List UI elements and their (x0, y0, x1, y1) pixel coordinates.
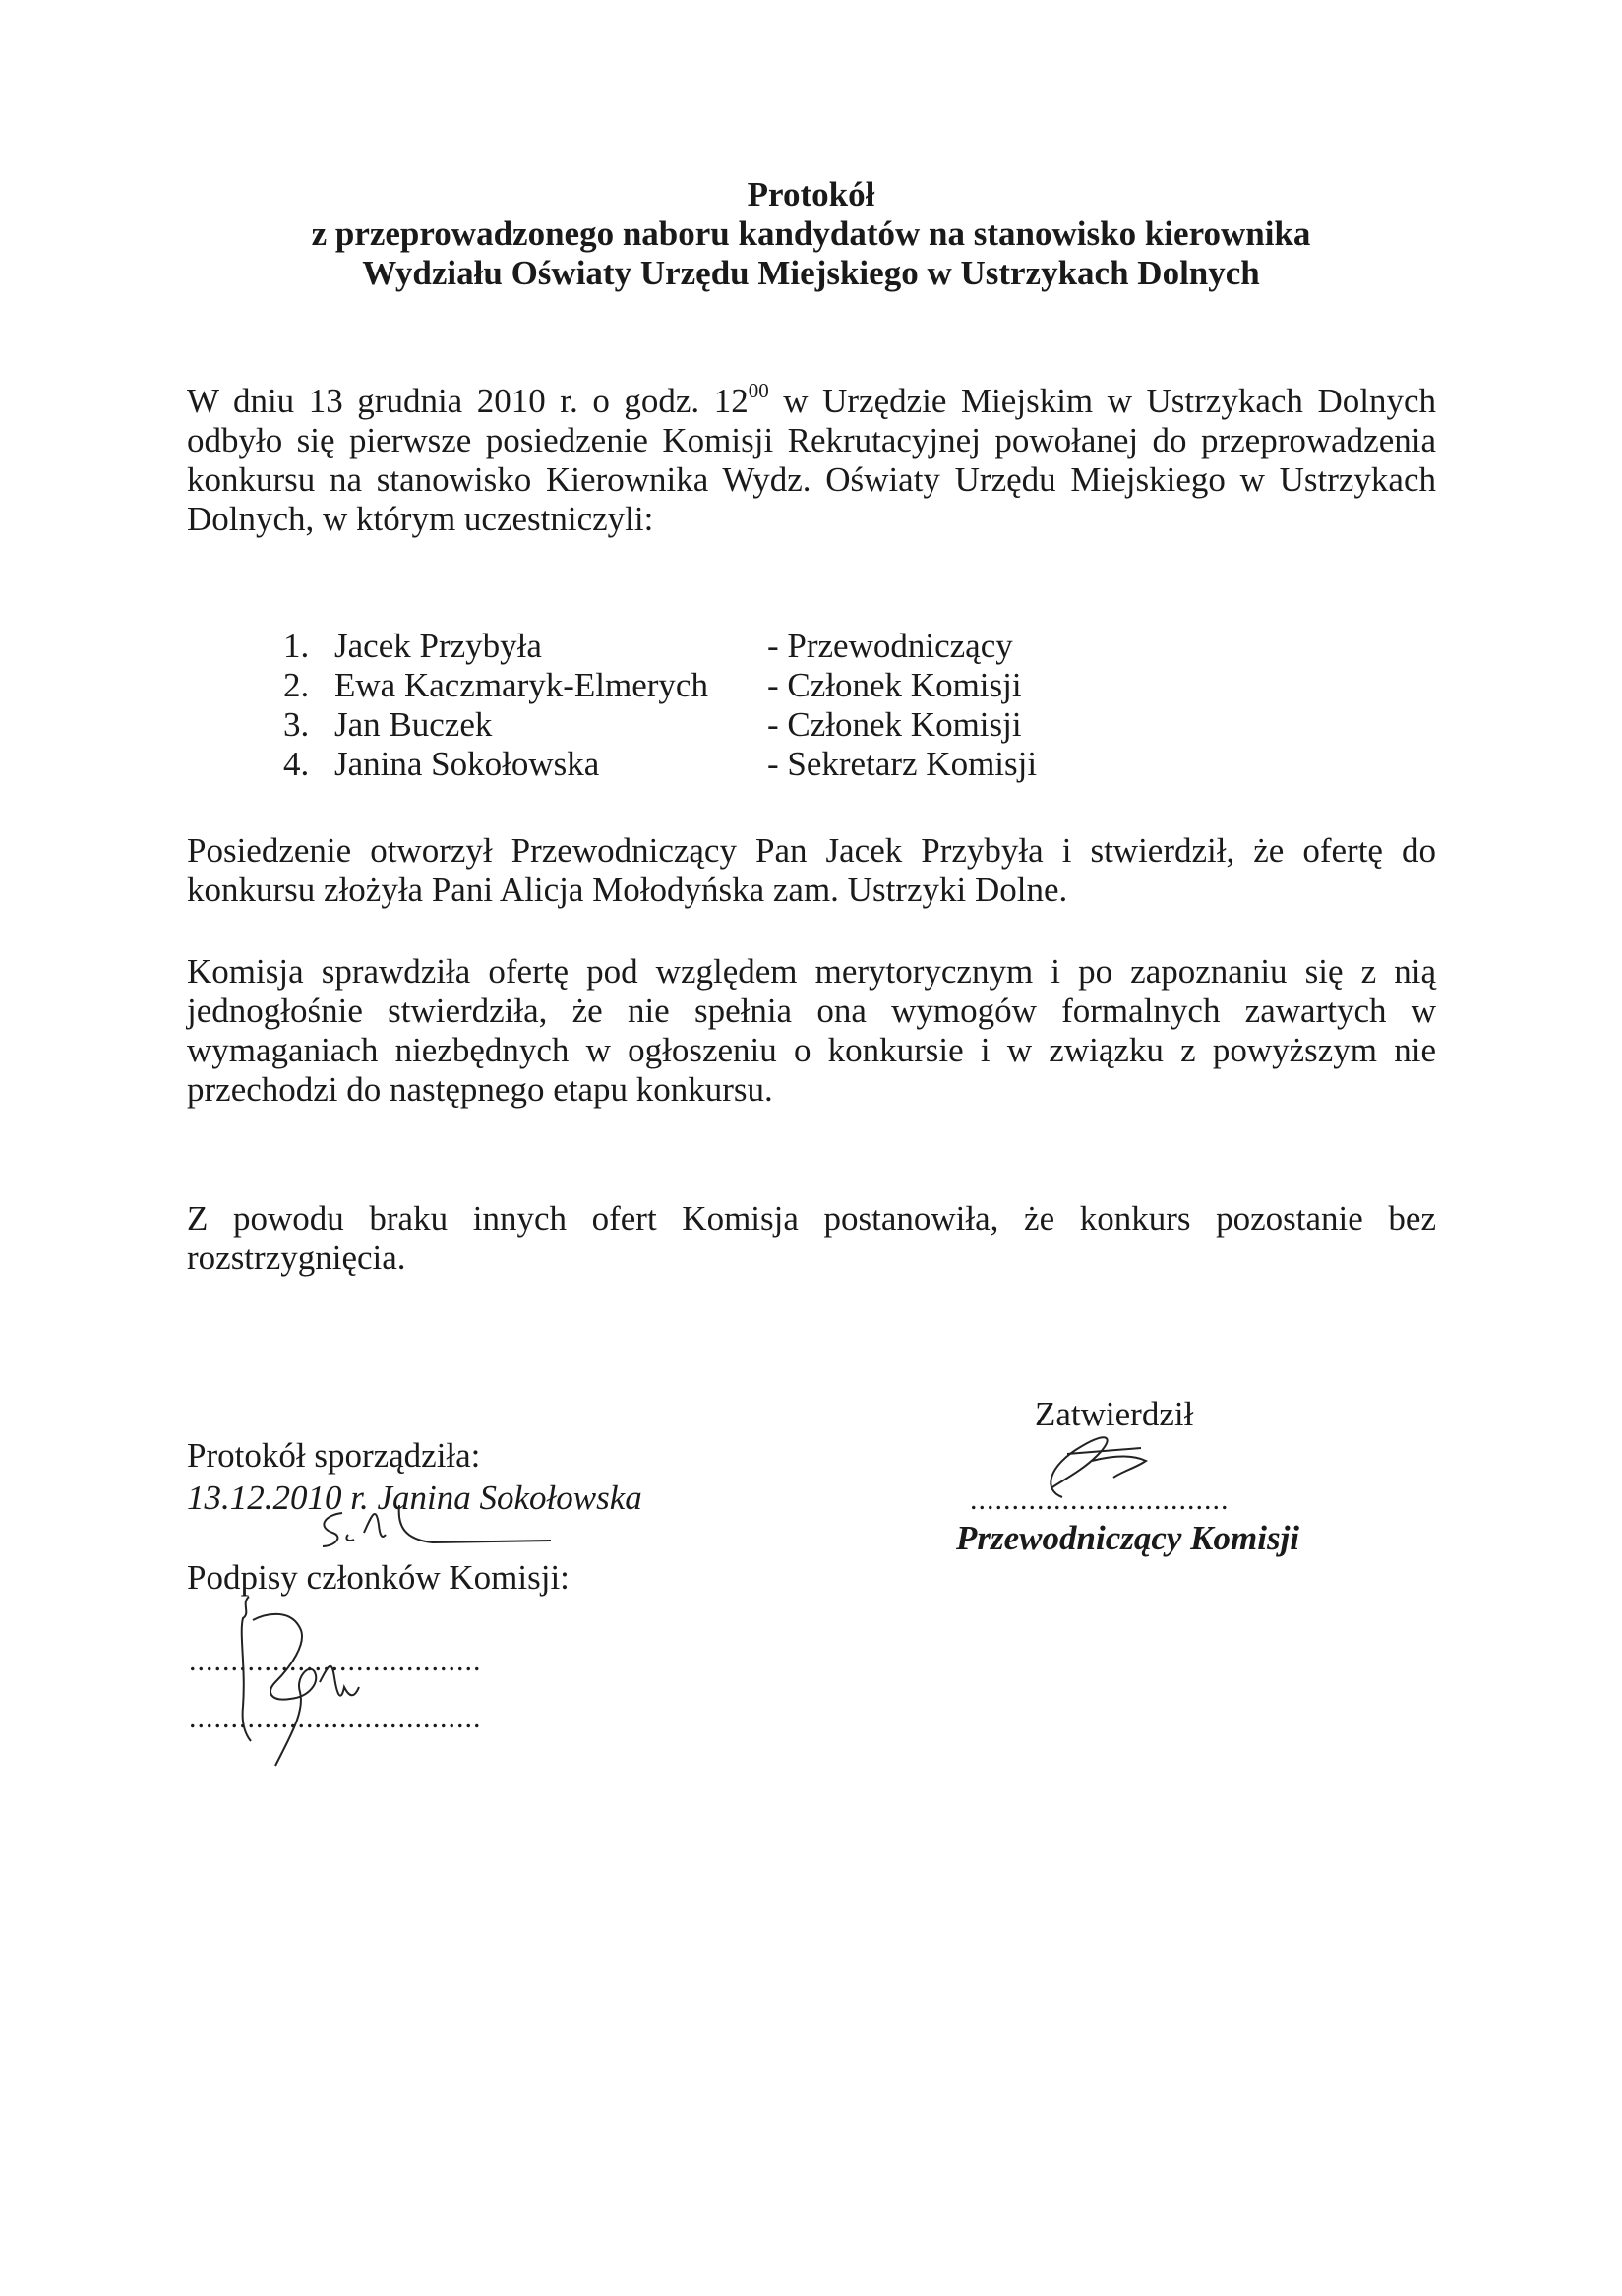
approved-label: Zatwierdził (1035, 1395, 1194, 1433)
member-number: 3. (283, 705, 310, 744)
prepared-date-name: 13.12.2010 r. Janina Sokołowska (187, 1479, 642, 1517)
member-signatures-label: Podpisy członków Komisji: (187, 1558, 570, 1597)
list-item (283, 705, 1037, 745)
chairman-signature (1023, 1417, 1171, 1515)
member-role: - Członek Komisji (767, 666, 1022, 704)
list-item (283, 627, 1037, 666)
intro-paragraph (187, 379, 1436, 539)
member-number: 4. (283, 745, 310, 783)
approval-signature-line: ............................... (970, 1483, 1230, 1516)
opening-paragraph: Posiedzenie otworzył Przewodniczący Pan Jacek Przybyła i stwierdził, że ofertę do konkursu złożyła Pani Alicja Mołodyńska zam. Ustrzyki Dolne. (187, 831, 1436, 909)
list-item (283, 745, 1037, 784)
list-item (283, 666, 1037, 705)
document-subtitle-line-1: z przeprowadzonego naboru kandydatów na stanowisko kierownika (311, 214, 1311, 253)
member-role: - Przewodniczący (767, 627, 1013, 665)
member-number: 2. (283, 666, 310, 704)
member-number: 1. (283, 627, 310, 665)
intro-before-time: W dniu 13 grudnia 2010 r. o godz. 12 (187, 382, 749, 420)
member-signature-line-2: ................................... (189, 1702, 482, 1734)
document-header (0, 175, 1622, 293)
approver-role: Przewodniczący Komisji (956, 1519, 1300, 1557)
intro-after-time: w Urzędzie Miejskim w Ustrzykach Dolnych odbyło się pierwsze posiedzenie Komisji Rekrutacyjnej powołanej do przeprowadzenia konkursu na stanowisko Kierownika Wydz. Oświaty Urzędu Miejskiego w Ustrzykach Dolnych, w którym uczestniczyli: (187, 382, 1436, 538)
member-name: Jacek Przybyła (334, 627, 542, 665)
member-role: - Członek Komisji (767, 705, 1022, 744)
member-name: Jan Buczek (334, 705, 493, 744)
intro-time-minutes: 00 (748, 379, 769, 402)
document-title: Protokół (747, 175, 875, 213)
conclusion-paragraph: Z powodu braku innych ofert Komisja postanowiła, że konkurs pozostanie bez rozstrzygnięcia. (187, 1199, 1436, 1277)
secretary-signature (305, 1495, 561, 1564)
committee-members-list (283, 627, 1037, 784)
prepared-label: Protokół sporządziła: (187, 1436, 481, 1475)
document-subtitle-line-2: Wydziału Oświaty Urzędu Miejskiego w Ustrzykach Dolnych (362, 254, 1260, 292)
member-signature-line-1: ................................... (189, 1645, 482, 1677)
member-role: - Sekretarz Komisji (767, 745, 1038, 783)
members-signature (221, 1589, 418, 1785)
member-name: Janina Sokołowska (334, 745, 600, 783)
review-paragraph: Komisja sprawdziła ofertę pod względem merytorycznym i po zapoznaniu się z nią jednogłośnie stwierdziła, że nie spełnia ona wymogów formalnych zawartych w wymaganiach niezbędnych w ogłoszeniu o konkursie i w związku z powyższym nie przechodzi do następnego etapu konkursu. (187, 952, 1436, 1109)
member-name: Ewa Kaczmaryk-Elmerych (334, 666, 708, 704)
